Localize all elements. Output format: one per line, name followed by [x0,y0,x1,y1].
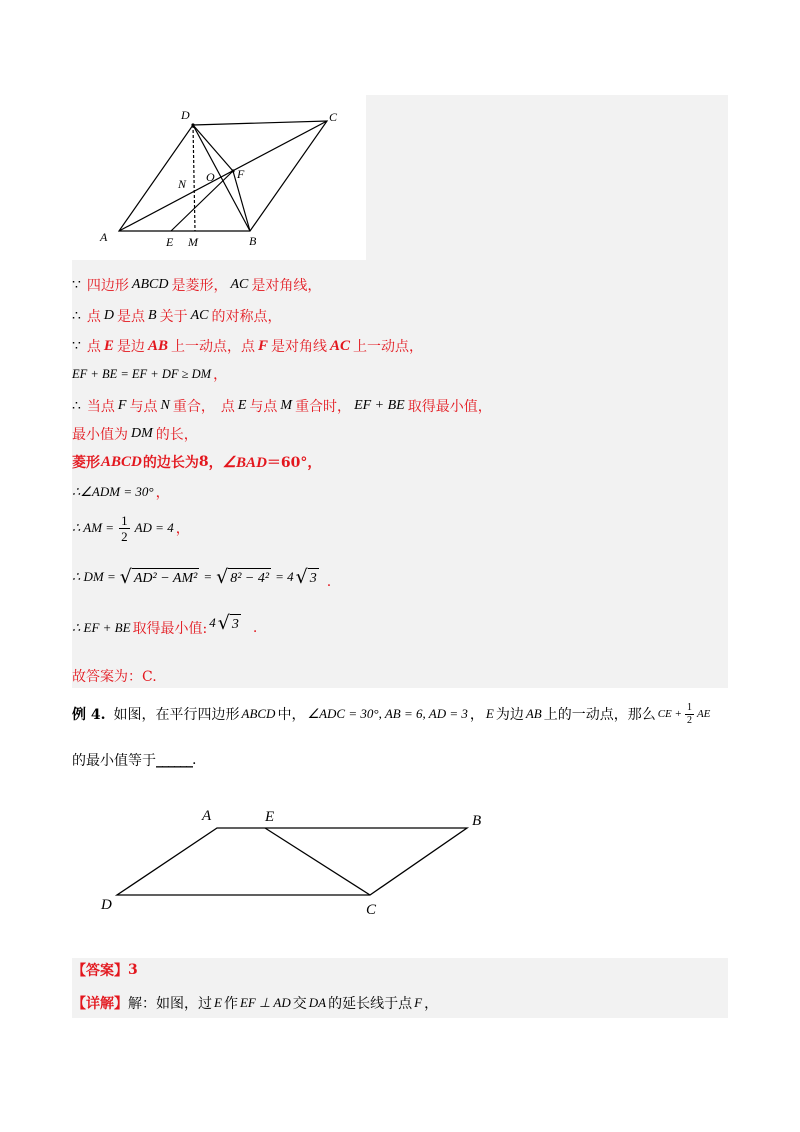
math-ef-perp-ad: EF ⊥ AD [239,995,291,1010]
label-o: O [206,170,215,184]
math-d: D [103,308,115,323]
label-e: E [166,235,174,249]
solution-line-3 [72,336,423,356]
segment-ec [265,828,370,895]
math-abcd: ABCD [241,706,276,721]
text-segment: 关于 [159,309,188,325]
math-abcd: ABCD [101,453,142,470]
parallelogram-figure [90,800,510,925]
because-symbol: ∵ [72,338,81,354]
text-segment: 上一动点， [352,339,423,355]
text-segment: 四边形 [86,278,129,294]
text-segment: ， [469,707,484,723]
text-segment: 是对角线 [270,339,327,355]
sqrt-expression-1 [120,567,200,587]
text-segment: 作 [223,996,238,1012]
math-f: F [257,337,268,354]
math-am-equals: ∴ AM = [72,520,115,535]
math-ce-plus: CE + [657,708,682,720]
text-segment: 与点 [129,399,158,415]
math-m: M [280,398,293,413]
math-given-conditions: ∠ADC = 30°, AB = 6, AD = 3 [307,706,468,721]
parallelogram-outline [117,828,467,895]
final-answer-line [72,666,157,686]
radical-sign: √ [217,612,230,634]
text-segment: ＝60°， [266,455,322,471]
segment-dm-dashed [193,125,195,231]
label-d: D [181,108,190,122]
fraction-one-half [119,514,130,543]
solution-line-6 [72,424,198,444]
answer-value: 3 [128,962,138,978]
label-f: F [237,167,245,181]
text-segment: 解：如图，过 [128,996,212,1012]
therefore-symbol: ∴ [72,308,81,324]
text-segment: . [192,752,197,768]
fraction-denominator: 2 [686,714,692,726]
sqrt-expression-2 [216,567,271,587]
math-f: F [117,398,127,413]
fraction-numerator: 1 [686,701,692,713]
text-segment: 中， [277,707,306,723]
math-ac: AC [329,337,350,354]
text-segment: 如图，在平行四边形 [113,707,240,723]
text-segment: 与点 [249,399,278,415]
radicand: 3 [230,614,241,633]
example-label: 例 4. [72,707,106,723]
label-a: A [202,808,212,824]
math-abcd: ABCD [131,277,169,292]
example-4-question-line-1 [72,701,712,727]
side-length-value: 8 [198,454,209,470]
label-c: C [366,902,377,918]
math-ad-equals-4: AD = 4 [134,520,174,535]
radicand: AD² − AM² [132,568,199,587]
answer-line [72,960,138,980]
answer-blank: ______ [156,752,192,768]
text-segment: 菱形 [72,455,100,471]
text-segment: 是菱形， [171,278,228,294]
radicand: 3 [308,568,319,587]
label-c: C [329,110,338,124]
text-segment: 的最小值等于 [72,753,156,769]
label-a: A [100,230,108,244]
point-d [191,123,194,126]
solution-line-11 [72,612,258,640]
text-segment: 的长， [155,427,198,443]
rhombus-figure [72,95,366,260]
text-segment: ， [175,521,190,537]
final-answer-text: 故答案为：C. [72,669,157,685]
solution-line-2 [72,306,282,326]
text-segment: 当点 [86,399,115,415]
text-segment: 点 [86,339,101,355]
parallelogram-diagram [90,800,510,925]
radical-sign: √ [119,566,132,588]
detail-tag: 【详解】 [72,996,128,1012]
math-da: DA [308,995,327,1010]
text-segment: . [326,574,332,590]
math-f: F [414,995,423,1010]
text-segment: 上一动点，点 [170,339,255,355]
math-e: E [103,337,114,354]
math-b: B [148,308,157,323]
example-4-question-line-2 [72,750,196,770]
solution-line-4 [72,364,227,384]
math-ab: AB [525,706,542,721]
fraction-numerator: 1 [121,512,128,528]
text-segment: . [252,620,258,636]
math-coefficient: 4 [209,615,216,630]
text-segment: ， [155,485,170,501]
math-e: E [237,398,247,413]
text-segment: 重合时， [295,399,352,415]
text-segment: 的边长为 [142,455,199,471]
math-inequality: EF + BE = EF + DF ≥ DM [72,366,212,381]
math-equals-4: = 4 [275,569,294,584]
fraction-one-half [685,703,694,726]
text-segment: 重合， [172,399,215,415]
text-segment: 是对角线， [251,278,322,294]
fraction-denominator: 2 [121,528,128,544]
text-segment: 上的一动点，那么 [543,707,656,723]
because-symbol: ∵ [72,277,81,293]
math-n: N [160,398,170,413]
answer-tag: 【答案】 [72,963,128,979]
text-segment: 取得最小值， [407,399,492,415]
math-ae: AE [696,708,711,720]
detail-line [72,993,438,1013]
math-e: E [214,995,222,1010]
label-e: E [265,809,275,825]
math-ef-plus-be: EF + BE [354,398,405,413]
label-d: D [101,897,112,913]
radicand: 8² − 4² [228,568,271,587]
math-angle-bad: ∠BAD [222,454,267,471]
rhombus-diagram [72,95,366,260]
text-segment: 最小值为 [72,427,128,443]
point-f [231,169,234,172]
solution-line-7 [72,452,321,472]
math-angle-adm: ∴∠ADM = 30° [72,484,154,499]
text-segment: 的对称点， [211,309,282,325]
label-m: M [188,235,198,249]
label-b: B [249,234,257,248]
text-segment: 是边 [116,339,145,355]
text-segment: 是点 [117,309,146,325]
math-dm-equals: ∴ DM = [72,569,116,584]
segment-df [193,125,233,171]
text-segment: ， [213,367,228,383]
label-n: N [178,177,187,191]
solution-line-10 [72,564,331,590]
solution-line-9 [72,512,190,544]
text-segment: 交 [292,996,307,1012]
diagonal-ac [119,121,327,231]
label-b: B [472,813,482,829]
sqrt-expression-3 [296,567,319,587]
radical-sign: √ [295,566,308,588]
math-dm: DM [131,426,153,441]
math-ef-plus-be: ∴ EF + BE [72,620,131,635]
solution-line-5 [72,396,492,416]
sqrt-expression [218,613,241,633]
text-segment: 的延长线于点 [328,996,413,1012]
therefore-symbol: ∴ [72,398,81,414]
text-segment: 点 [220,399,235,415]
text-segment: ， [424,996,439,1012]
solution-line-8 [72,482,170,502]
text-segment: 取得最小值: [132,621,208,637]
math-equals: = [203,569,213,584]
math-ab: AB [147,337,168,354]
math-ac: AC [230,277,249,292]
solution-line-1 [72,275,321,295]
min-value-expression [207,613,243,633]
math-e: E [485,706,494,721]
text-segment: ， [208,455,223,471]
math-ac: AC [190,308,209,323]
radical-sign: √ [216,566,229,588]
text-segment: 点 [86,309,101,325]
text-segment: 为边 [495,707,524,723]
